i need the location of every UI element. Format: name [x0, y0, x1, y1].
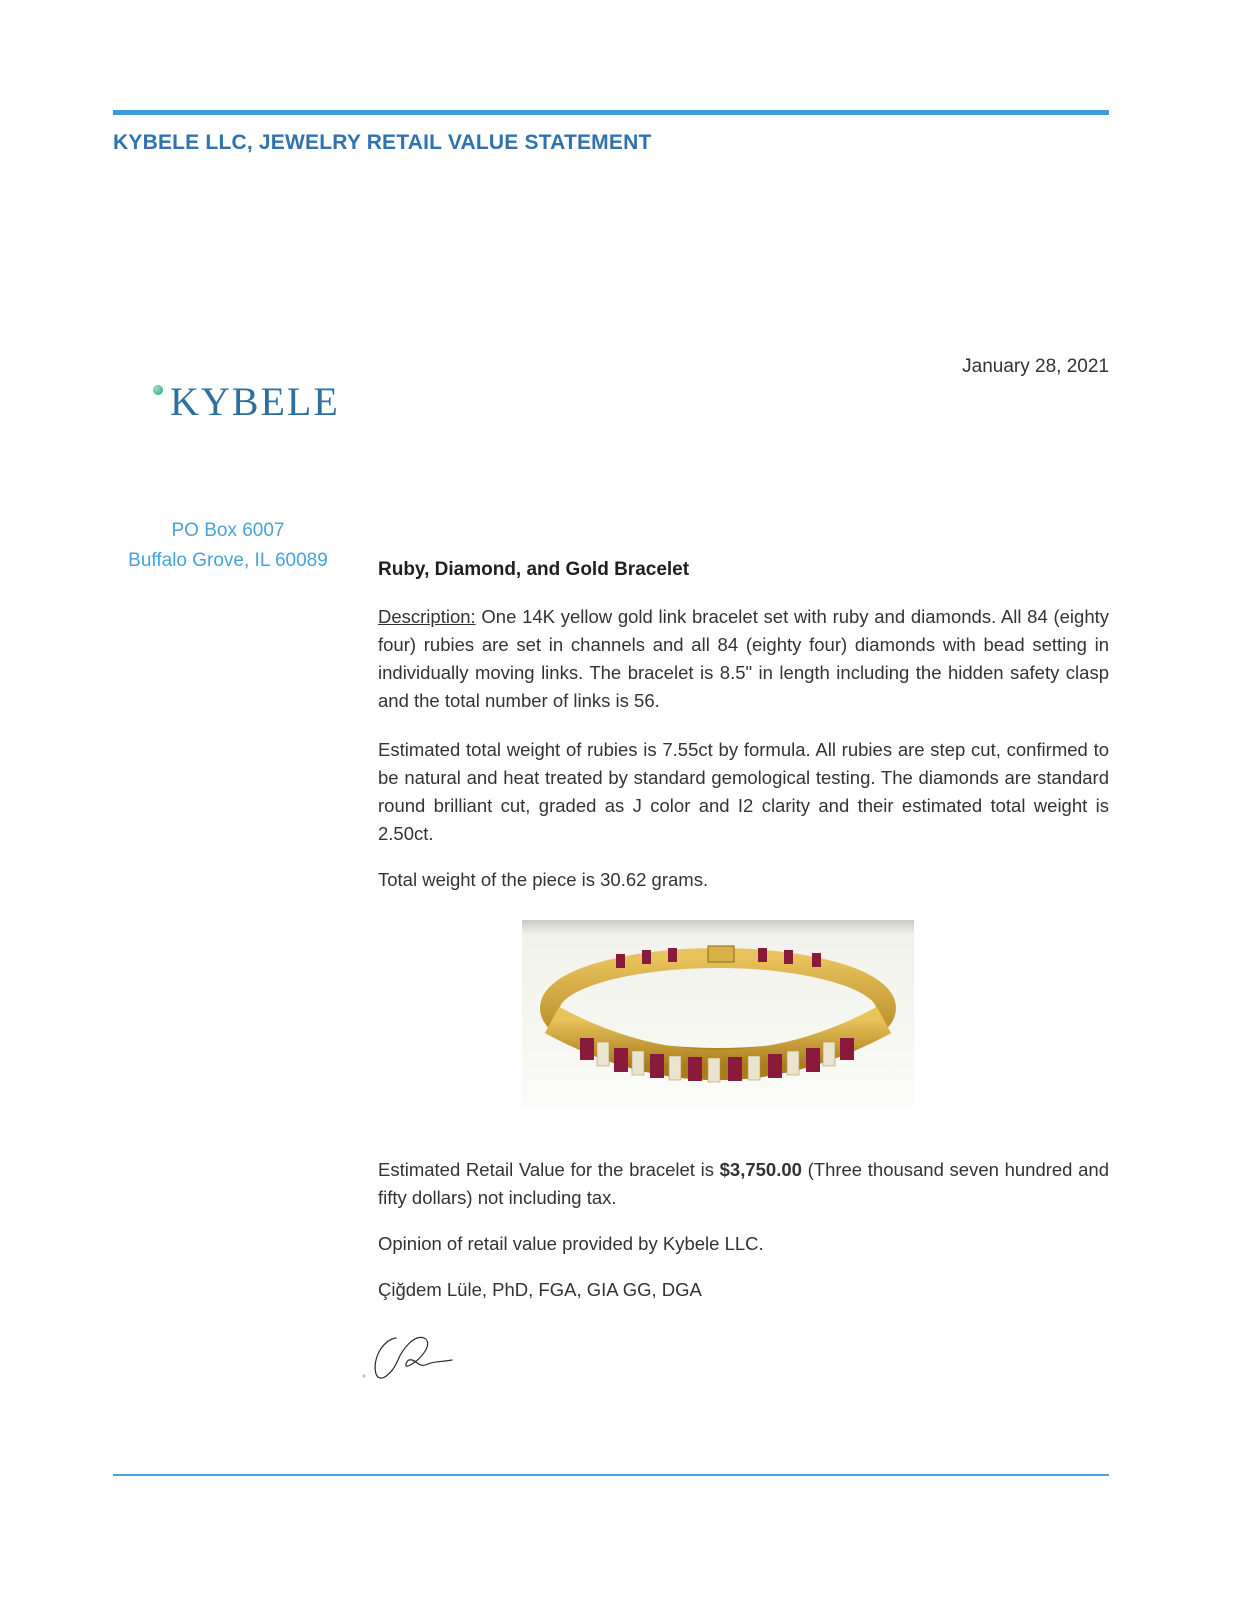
- stones-paragraph: Estimated total weight of rubies is 7.55ct by formula. All rubies are step cut, confirmed to be natural and heat treated by standard gemological testing. The diamonds are standard round brilliant cut, graded as J color and I2 clarity and their estimated total weight is 2.50ct.: [378, 739, 1109, 844]
- address-line-2: Buffalo Grove, IL 60089: [128, 550, 328, 571]
- description-paragraph: [378, 603, 1109, 715]
- company-logo: [150, 376, 340, 436]
- logo-wordmark: KYBELE: [170, 379, 340, 424]
- weight-paragraph: Total weight of the piece is 30.62 grams.: [378, 869, 709, 890]
- item-title: Ruby, Diamond, and Gold Bracelet: [378, 559, 690, 580]
- logo-dot-icon: [153, 385, 163, 395]
- description-label: Description:: [378, 606, 476, 627]
- retail-value-paragraph: [378, 1156, 1109, 1212]
- retail-value-prefix: Estimated Retail Value for the bracelet is: [378, 1159, 714, 1180]
- opinion-statement: Opinion of retail value provided by Kybele LLC.: [378, 1233, 764, 1254]
- retail-value-amount: $3,750.00: [719, 1159, 802, 1180]
- bracelet-photo: [522, 920, 914, 1108]
- description-text: One 14K yellow gold link bracelet set with ruby and diamonds. All 84 (eighty four) rubies are set in channels and all 84 (eighty four) diamonds with bead setting in individually moving links. The bracelet is 8.5" in length including the hidden safety clasp and the total number of links is 56.: [378, 606, 1110, 711]
- bottom-divider: [113, 1474, 1109, 1476]
- address-line-1: PO Box 6007: [171, 520, 285, 541]
- retail-value-suffix: (Three thousand seven hundred and fifty dollars) not including tax.: [378, 1159, 1109, 1208]
- signatory-name: Çiğdem Lüle, PhD, FGA, GIA GG, DGA: [378, 1279, 702, 1300]
- letter-date: January 28, 2021: [962, 356, 1109, 377]
- top-divider: [113, 110, 1109, 115]
- page-title: KYBELE LLC, JEWELRY RETAIL VALUE STATEMENT: [113, 131, 652, 154]
- signature: [362, 1330, 472, 1390]
